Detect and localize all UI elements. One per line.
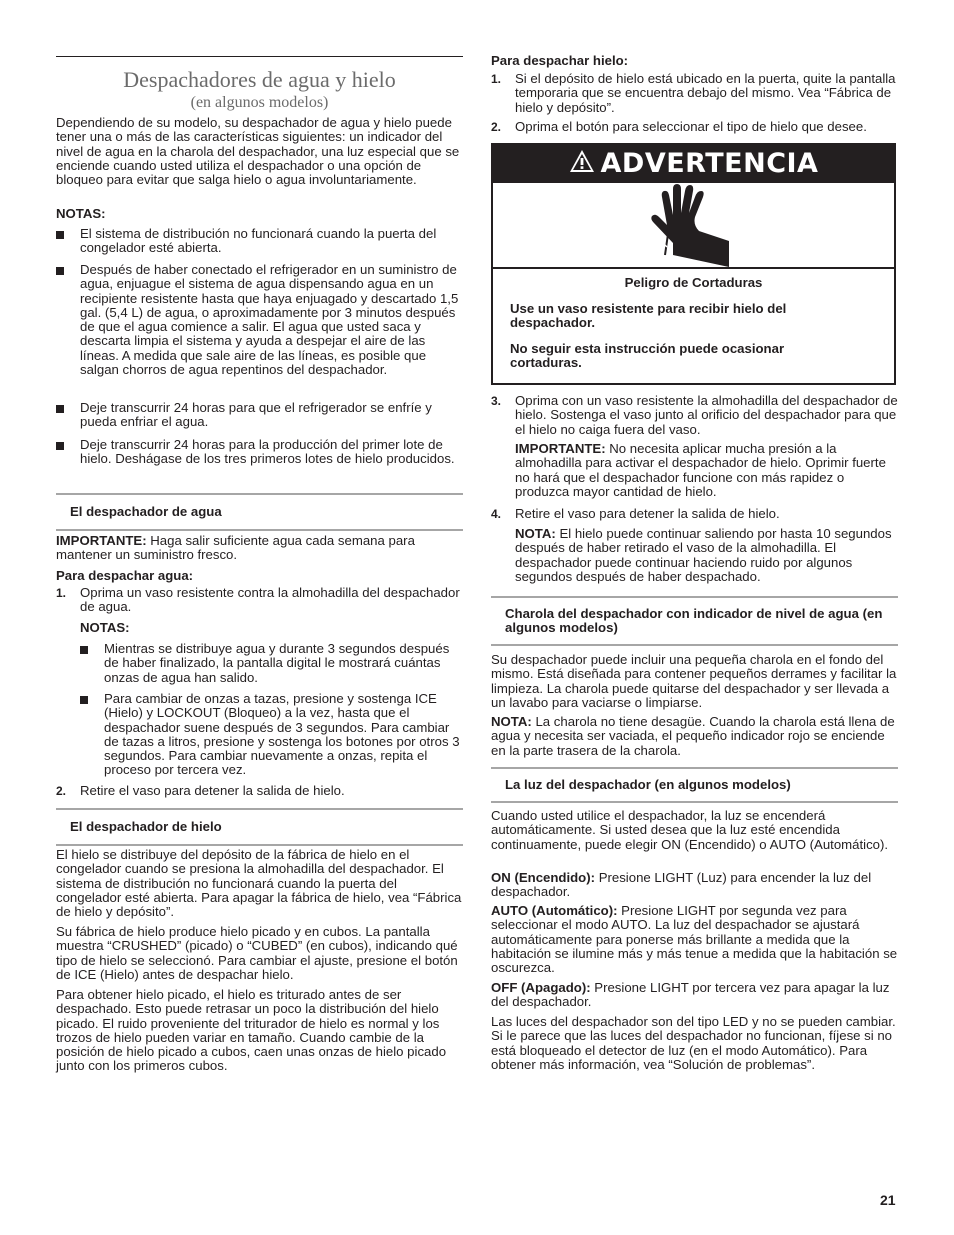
warning-title-bar: ADVERTENCIA [493, 145, 894, 183]
tray-paragraph: Su despachador puede incluir una pequeña charola en el fondo del mismo. Está diseñada para contener pequeños derrames y facilitar la limpieza. La charola puede quitarse del despachador y ser llevada a un lavabo para vaciarse o limpiarse. [491, 652, 897, 710]
light-auto: AUTO (Automático): Presione LIGHT por segunda vez para seleccionar el modo AUTO. La luz del despachador se ajustará automáticamente para ponerse más brillante a medida que la habitación se ilumine más y más tenue a medida que la habitación se oscurezca. [491, 903, 898, 976]
ice-paragraph-1: El hielo se distribuye del depósito de la fábrica de hielo en el congelador cuando se presiona la almohadilla del despachador. El sistema de distribución no funcionará cuando la puerta del congelador esté abierta. Para apagar la fábrica de hielo, vea “Fábrica de hielo y depósito”. [56, 847, 462, 920]
water-step-2: 2. Retire el vaso para detener la salida de hielo. [56, 783, 345, 798]
ice-step-4-note: NOTA: El hielo puede continuar saliendo por hasta 10 segundos después de haber retirado el vaso de la almohadilla. El despachador puede continuar haciendo ruido por algunos segundos después de haber despachado. [515, 526, 892, 584]
water-dispenser-heading: El despachador de agua [56, 493, 463, 531]
ice-step-1: 1. Si el depósito de hielo está ubicado en la puerta, quite la pantalla temporaria que se encuentra debajo del mismo. Vea “Fábrica de hielo y depósito”. [491, 71, 896, 115]
water-step-1: 1. Oprima un vaso resistente contra la almohadilla del despachador de agua. [56, 585, 460, 615]
tray-note: NOTA: La charola no tiene desagüe. Cuando la charola está llena de agua y necesita ser vaciada, el pequeño indicador rojo se enciende en la parte trasera de la charola. [491, 714, 895, 758]
ice-paragraph-3: Para obtener hielo picado, el hielo es triturado antes de ser despachado. Esto puede retrasar un poco la distribución del hielo picado. El ruido proveniente del triturador de hielo es normal y los trozos de hielo pueden variar en tamaño. Cuando cambie de la posición de hielo picado a cubos, caen unas onzas de hielo picado junto con los primeros cubos. [56, 987, 447, 1074]
ice-dispenser-heading: El despachador de hielo [56, 808, 463, 846]
warning-triangle-icon [569, 146, 595, 184]
water-notes-label: NOTAS: [80, 620, 130, 635]
warning-line-1: Use un vaso resistente para recibir hielo del despachador. [510, 301, 787, 331]
ice-step-3: 3. Oprima con un vaso resistente la almohadilla del despachador de hielo. Sostenga el vaso junto al orificio del despachador para que el hielo no caiga fuera del vaso. [491, 393, 898, 437]
warning-line-2: No seguir esta instrucción puede ocasionar cortaduras. [510, 341, 785, 371]
ice-dispense-label: Para despachar hielo: [491, 53, 629, 68]
list-item: El sistema de distribución no funcionará cuando la puerta del congelador esté abierta. [56, 227, 463, 257]
light-heading: La luz del despachador (en algunos modelos) [491, 767, 898, 803]
tray-heading: Charola del despachador con indicador de nivel de agua (en algunos modelos) [491, 596, 898, 646]
water-important: IMPORTANTE: Haga salir suficiente agua cada semana para mantener un suministro fresco. [56, 533, 415, 563]
ice-step-2: 2. Oprima el botón para seleccionar el tipo de hielo que desee. [491, 119, 867, 134]
list-item: Para cambiar de onzas a tazas, presione y sostenga ICE (Hielo) y LOCKOUT (Bloqueo) a la vez, hasta que el despachador suene después de 3 segundos. Para cambiar de tazas a litros, presione y sostenga los botones por otros 3 segundos. Para cambiar nuevamente a onzas, repita el proceso por tercera vez. [80, 692, 463, 780]
light-paragraph-last: Las luces del despachador son del tipo LED y no se pueden cambiar. Si le parece que las luces del despachador no funcionan, fíjese si no está bloqueado el detector de luz (en el modo Automático). Para obtener más información, vea “Solución de problemas”. [491, 1014, 896, 1072]
warning-hazard: Peligro de Cortaduras [624, 275, 763, 290]
ice-step-3-important: IMPORTANTE: No necesita aplicar mucha presión a la almohadilla para activar el despachador de hielo. Oprimir fuerte no hará que el despachador funcione con más rapidez o produzca mayor cantidad de hielo. [515, 441, 886, 499]
bullet-square-icon [80, 646, 88, 654]
light-paragraph-1: Cuando usted utilice el despachador, la luz se encenderá automáticamente. Si usted desea que la luz esté encendida continuamente, puede elegir ON (Encendido) o AUTO (Automático). [491, 808, 889, 852]
list-item: Deje transcurrir 24 horas para que el refrigerador se enfríe y pueda enfriar el agua. [56, 401, 463, 431]
list-item: Deje transcurrir 24 horas para la producción del primer lote de hielo. Deshágase de los tres primeros lotes de hielo producidos. [56, 438, 463, 483]
intro-paragraph: Dependiendo de su modelo, su despachador de agua y hielo puede tener una o más de las características siguientes: un indicador del nivel de agua en la charola del despachador, una luz especial que se enciende cuando usted utiliza el despachador o una opción de bloqueo para evitar que salga hielo o agua involuntariamente. [56, 115, 460, 188]
water-dispense-label: Para despachar agua: [56, 568, 194, 583]
warning-box [491, 143, 896, 385]
section-subtitle: (en algunos modelos) [190, 94, 329, 111]
bullet-square-icon [56, 231, 64, 239]
bullet-square-icon [56, 405, 64, 413]
ice-paragraph-2: Su fábrica de hielo produce hielo picado y en cubos. La pantalla muestra “CRUSHED” (picado) o “CUBED” (en cubos), indicando qué tipo de hielo se seleccionó. Para cambiar el ajuste, presione el botón de ICE (Hielo) antes de despachar hielo. [56, 924, 458, 982]
title-rule [56, 56, 463, 57]
notes-label: NOTAS: [56, 206, 106, 221]
bullet-square-icon [80, 696, 88, 704]
section-title: Despachadores de agua y hielo [123, 67, 396, 92]
bullet-square-icon [56, 442, 64, 450]
ice-step-4: 4. Retire el vaso para detener la salida de hielo. [491, 506, 780, 521]
bullet-square-icon [56, 267, 64, 275]
page-number: 21 [880, 1192, 896, 1208]
light-off: OFF (Apagado): Presione LIGHT por tercera vez para apagar la luz del despachador. [491, 980, 890, 1010]
hand-cut-icon [493, 183, 894, 269]
list-item: Mientras se distribuye agua y durante 3 segundos después de haber finalizado, la pantalla digital le mostrará cuántas onzas de agua han salido. [80, 642, 463, 687]
light-on: ON (Encendido): Presione LIGHT (Luz) para encender la luz del despachador. [491, 870, 872, 900]
list-item: Después de haber conectado el refrigerador en un suministro de agua, enjuague el sistema de agua dispensando agua en un recipiente resistente hasta que haya enjuagado y descartado 1,5 gal. (5,4 L) de agua, o aproximadamente por 3 minutos después de que el agua comience a salir. El agua que usted saca y descarta limpia el sistema y ayuda a despejar el aire de las líneas. A medida que sale aire de las líneas, es posible que salgan chorros de agua repentinos del despachador. [56, 263, 463, 393]
